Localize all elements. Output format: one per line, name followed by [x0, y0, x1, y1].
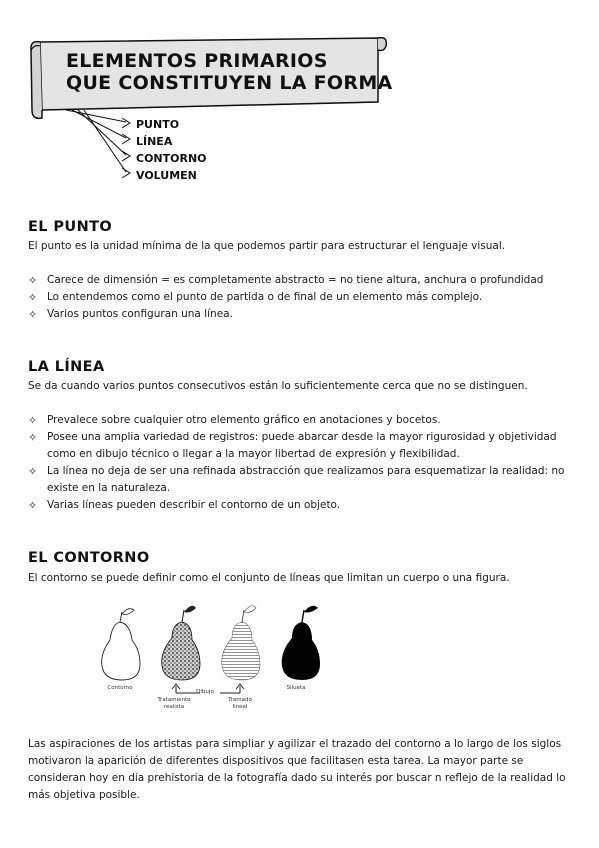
primary-element-volumen: VOLUMEN — [136, 169, 197, 182]
primary-element-punto: PUNTO — [136, 118, 180, 131]
section-heading-punto: EL PUNTO — [28, 219, 113, 235]
pear-realistic-drawing — [162, 606, 200, 680]
list-item: ✧ Lo entendemos como el punto de partida o de final de un elemento más complejo. — [28, 291, 483, 304]
section-heading-contorno: EL CONTORNO — [28, 550, 150, 566]
list-item: ✧ Carece de dimensión = es completamente abstracto = no tiene altura, anchura o profundidad — [28, 274, 544, 287]
four-pointed-star-icon: ✧ — [28, 291, 38, 304]
four-pointed-star-icon: ✧ — [28, 431, 38, 444]
list-item: ✧ Varias líneas pueden describir el contorno de un objeto. — [28, 499, 341, 512]
list-item: ✧ Prevalece sobre cualquier otro elemento gráfico en anotaciones y bocetos. — [28, 414, 441, 427]
bullet-list-punto — [28, 272, 573, 323]
banner-title-line2: QUE CONSTITUYEN LA FORMA — [66, 72, 393, 94]
list-item: ✧ Posee una amplia variedad de registros: puede abarcar desde la mayor rigurosidad y objetividad como en dibujo técnico o llegar a la mayor libertad de expresión y flexibilidad. — [28, 431, 557, 460]
closing-paragraph-contorno: Las aspiraciones de los artistas para simpliar y agilizar el trazado del contorno a lo largo de los siglos motivaron la aparición de diferentes dispositivos que facilitasen esta tarea. La mayor parte se consideran hoy en día prehistoria de la fotografía dado su interés por buscar n reflejo de la realidad lo más objetiva posible. — [28, 738, 566, 801]
four-pointed-star-icon: ✧ — [28, 499, 38, 512]
section-heading-linea: LA LÍNEA — [28, 359, 105, 375]
pear-hatched-drawing — [222, 606, 260, 680]
primary-element-linea: LÍNEA — [136, 135, 173, 148]
section-intro-linea: Se da cuando varios puntos consecutivos están lo suficientemente cerca que no se distinguen. — [28, 380, 528, 392]
label-tramado-lineal: Tramado lineal — [228, 697, 252, 710]
four-pointed-star-icon: ✧ — [28, 465, 38, 478]
label-dibujo: Dibujo — [196, 689, 214, 695]
label-tratamiento-realista: Tratamiento realista — [157, 697, 191, 710]
banner-title — [66, 50, 393, 94]
section-intro-contorno: El contorno se puede definir como el conjunto de líneas que limitan un cuerpo o una figura. — [28, 572, 510, 584]
bullet-list-linea — [28, 412, 573, 514]
four-pointed-star-icon: ✧ — [28, 308, 38, 321]
section-intro-punto: El punto es la unidad mínima de la que podemos partir para estructurar el lenguaje visual. — [28, 240, 506, 252]
primary-elements-list — [136, 116, 207, 184]
banner-title-line1: ELEMENTOS PRIMARIOS — [66, 50, 328, 72]
pear-outline-drawing — [102, 609, 140, 680]
list-item: ✧ Varios puntos configuran una línea. — [28, 308, 233, 321]
pear-silhouette — [282, 606, 320, 680]
label-contorno: Contorno — [107, 685, 133, 691]
list-item: ✧ La línea no deja de ser una refinada abstracción que realizamos para esquematizar la realidad: no existe en la naturaleza. — [28, 465, 565, 494]
four-pointed-star-icon: ✧ — [28, 274, 38, 287]
primary-element-contorno: CONTORNO — [136, 152, 207, 165]
label-silueta: Silueta — [286, 685, 306, 691]
four-pointed-star-icon: ✧ — [28, 414, 38, 427]
